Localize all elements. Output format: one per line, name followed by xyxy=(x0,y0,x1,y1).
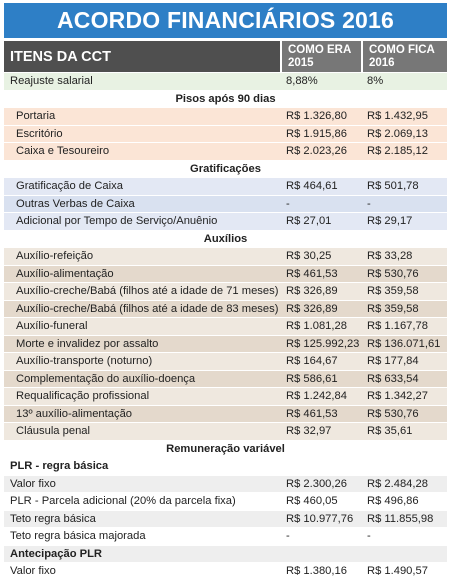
page-title: ACORDO FINANCIÁRIOS 2016 xyxy=(4,3,447,38)
table-row xyxy=(4,126,447,144)
row-label: PLR - regra básica xyxy=(10,460,109,473)
value-2016: R$ 633,54 xyxy=(367,372,419,385)
value-2015 xyxy=(282,458,361,475)
table-row xyxy=(4,528,447,546)
value-2015: R$ 464,61 xyxy=(286,180,338,193)
value-2015: R$ 460,05 xyxy=(286,495,338,508)
table-row xyxy=(4,178,447,196)
table-row xyxy=(4,493,447,511)
value-2016: R$ 33,28 xyxy=(367,250,413,263)
header-after-line2: 2016 xyxy=(369,57,395,69)
value-2016: R$ 359,58 xyxy=(367,302,419,315)
value-2016 xyxy=(363,458,447,475)
value-2016: R$ 359,58 xyxy=(367,285,419,298)
value-2015: R$ 27,01 xyxy=(286,215,332,228)
value-2016: R$ 2.484,28 xyxy=(367,477,428,490)
section-heading: Pisos após 90 dias xyxy=(4,91,447,109)
row-label: Auxílio-transporte (noturno) xyxy=(16,355,153,368)
row-label: Gratificação de Caixa xyxy=(16,180,123,193)
value-2016 xyxy=(363,546,447,563)
table-row xyxy=(4,73,447,91)
value-2016: R$ 530,76 xyxy=(367,407,419,420)
header-items: ITENS DA CCT xyxy=(4,41,280,72)
value-2015: R$ 1.242,84 xyxy=(286,390,347,403)
value-2015: R$ 461,53 xyxy=(286,267,338,280)
value-2016: R$ 496,86 xyxy=(367,495,419,508)
value-2016: - xyxy=(367,530,371,543)
table-row xyxy=(4,353,447,371)
row-label: Morte e invalidez por assalto xyxy=(16,337,159,350)
section-heading: Remuneração variável xyxy=(4,441,447,459)
row-label: Adicional por Tempo de Serviço/Anuênio xyxy=(16,215,218,228)
row-label: Auxílio-funeral xyxy=(16,320,88,333)
table-row xyxy=(4,248,447,266)
row-label: Requalificação profissional xyxy=(16,390,150,403)
row-label: PLR - Parcela adicional (20% da parcela fixa) xyxy=(10,495,236,508)
value-2015: R$ 1.326,80 xyxy=(286,110,347,123)
value-2016: R$ 1.342,27 xyxy=(367,390,428,403)
row-label: Portaria xyxy=(16,110,56,123)
table-row xyxy=(4,476,447,494)
value-2015: R$ 1.081,28 xyxy=(286,320,347,333)
value-2016: R$ 136.071,61 xyxy=(367,337,441,350)
row-label: Antecipação PLR xyxy=(10,547,103,560)
header-after-line1: COMO FICA xyxy=(369,44,435,56)
value-2016: - xyxy=(367,197,371,210)
value-2015: - xyxy=(286,197,290,210)
value-2016: R$ 29,17 xyxy=(367,215,413,228)
row-label: Caixa e Tesoureiro xyxy=(16,145,110,158)
header-after xyxy=(363,41,447,72)
row-label: Teto regra básica majorada xyxy=(10,530,146,543)
value-2016: R$ 1.167,78 xyxy=(367,320,428,333)
row-label: Teto regra básica xyxy=(10,512,96,525)
row-label: Auxílio-alimentação xyxy=(16,267,114,280)
value-2015: R$ 586,61 xyxy=(286,372,338,385)
table-row xyxy=(4,371,447,389)
table-row xyxy=(4,336,447,354)
value-2015: R$ 1.380,16 xyxy=(286,565,347,578)
value-2016: R$ 2.069,13 xyxy=(367,127,428,140)
value-2016: 8% xyxy=(367,75,384,88)
value-2015: R$ 2.023,26 xyxy=(286,145,347,158)
row-label: Outras Verbas de Caixa xyxy=(16,197,135,210)
value-2016: R$ 530,76 xyxy=(367,267,419,280)
section-heading: Auxílios xyxy=(4,231,447,249)
table-row xyxy=(4,318,447,336)
value-2015: R$ 2.300,26 xyxy=(286,477,347,490)
row-label: Complementação do auxílio-doença xyxy=(16,372,196,385)
value-2016: R$ 35,61 xyxy=(367,425,413,438)
value-2016: R$ 1.432,95 xyxy=(367,110,428,123)
table-row xyxy=(4,108,447,126)
value-2015: R$ 326,89 xyxy=(286,302,338,315)
row-label: Auxílio-creche/Babá (filhos até a idade de 83 meses) xyxy=(16,302,279,315)
section-heading: Gratificações xyxy=(4,161,447,179)
value-2016: R$ 501,78 xyxy=(367,180,419,193)
value-2016: R$ 2.185,12 xyxy=(367,145,428,158)
table-row xyxy=(4,423,447,441)
row-label: Valor fixo xyxy=(10,565,56,578)
value-2015 xyxy=(282,546,361,563)
table-row xyxy=(4,283,447,301)
value-2015: R$ 164,67 xyxy=(286,355,338,368)
table-row xyxy=(4,301,447,319)
value-2016: R$ 1.490,57 xyxy=(367,565,428,578)
row-label: Cláusula penal xyxy=(16,425,91,438)
row-label: Auxílio-creche/Babá (filhos até a idade de 71 meses) xyxy=(16,285,279,298)
value-2015: R$ 30,25 xyxy=(286,250,332,263)
header-before xyxy=(282,41,361,72)
value-2015: R$ 1.915,86 xyxy=(286,127,347,140)
table-row xyxy=(4,213,447,231)
value-2016: R$ 177,84 xyxy=(367,355,419,368)
table-row xyxy=(4,196,447,214)
row-label: Escritório xyxy=(16,127,63,140)
row-label: 13º auxílio-alimentação xyxy=(16,407,133,420)
value-2015: 8,88% xyxy=(286,75,318,88)
value-2015: R$ 10.977,76 xyxy=(286,512,354,525)
subsection-row xyxy=(4,458,447,476)
table-row xyxy=(4,511,447,529)
row-label: Valor fixo xyxy=(10,477,56,490)
subsection-row xyxy=(4,546,447,564)
table-row xyxy=(4,406,447,424)
table-row xyxy=(4,143,447,161)
table-row xyxy=(4,266,447,284)
value-2015: R$ 461,53 xyxy=(286,407,338,420)
value-2015: - xyxy=(286,530,290,543)
table-row xyxy=(4,388,447,406)
value-2015: R$ 32,97 xyxy=(286,425,332,438)
row-label: Reajuste salarial xyxy=(10,75,93,88)
value-2015: R$ 125.992,23 xyxy=(286,337,360,350)
row-label: Auxílio-refeição xyxy=(16,250,94,263)
table-header xyxy=(4,41,447,72)
table-body xyxy=(4,73,447,581)
value-2015: R$ 326,89 xyxy=(286,285,338,298)
value-2016: R$ 11.855,98 xyxy=(367,512,434,525)
header-before-line2: 2015 xyxy=(288,57,314,69)
header-before-line1: COMO ERA xyxy=(288,44,352,56)
